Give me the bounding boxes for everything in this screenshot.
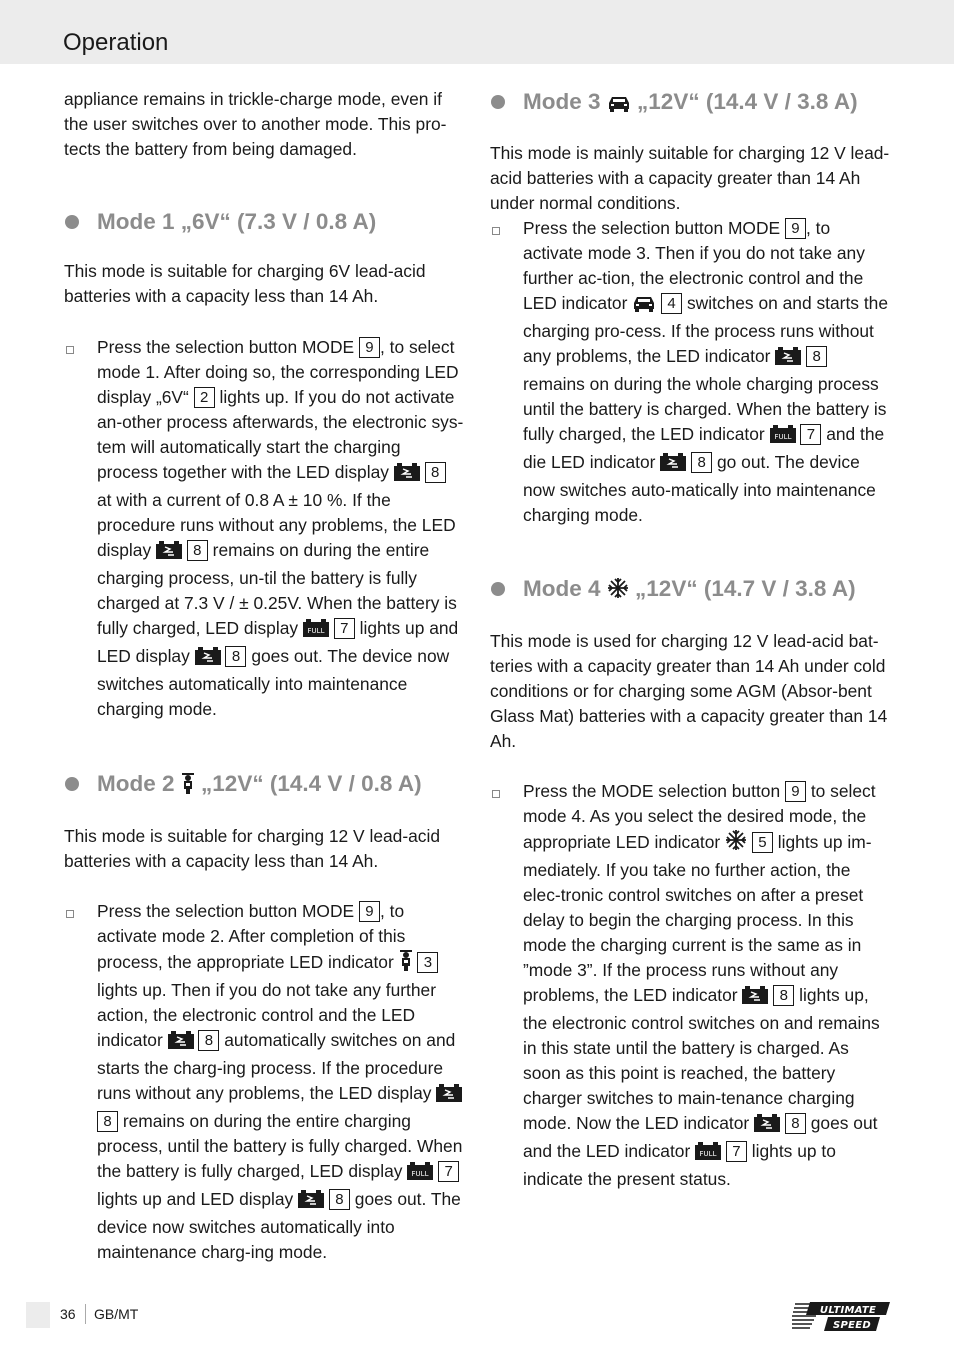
ref-8: 8 — [425, 462, 446, 483]
ref-8: 8 — [691, 452, 712, 473]
mode4-instructions: Press the MODE selection button 9 to select mode 4. As you select the desired mode, the appropriate LED indicator 5 lights up im-mediately. If you take no further action, the elec-tronic control switches on after a preset delay to begin the charging process. In this mode the charging current is the same as in ”mode 3”. If the process runs without any problems, the LED indicator 8 lights up, the electronic control switches on and remains in this state until the battery is charged. As soon as this point is reached, the battery charger switches to main-tenance charging mode. Now the LED indicator 8 goes out and the LED indicator FULL 7 lights up to indicate the present status. — [490, 779, 890, 1192]
battery-charging-icon — [742, 986, 768, 1011]
bullet-dot-icon — [491, 582, 505, 596]
ref-2: 2 — [194, 387, 215, 408]
motorbike-icon — [399, 949, 413, 978]
ref-8: 8 — [198, 1030, 219, 1051]
car-icon — [607, 90, 631, 120]
page-title: Operation — [63, 29, 169, 56]
list-square-icon — [492, 227, 500, 235]
ref-8: 8 — [97, 1111, 118, 1132]
ref-7: 7 — [438, 1161, 459, 1182]
mode4-description: This mode is used for charging 12 V lead-acid bat-teries with a capacity greater than 14 Ah under cold conditions or for charging some AGM (Absor-bent Glass Mat) batteries with a capacity greater than 14 Ah. — [490, 631, 888, 751]
battery-full-icon — [770, 425, 796, 450]
battery-charging-icon — [775, 347, 801, 372]
battery-charging-icon — [394, 463, 420, 488]
ref-8: 8 — [806, 346, 827, 367]
battery-charging-icon — [298, 1190, 324, 1215]
ref-8: 8 — [187, 540, 208, 561]
ref-3: 3 — [417, 952, 438, 973]
page-number: 36 — [60, 1306, 76, 1322]
svg-text:SPEED: SPEED — [833, 1320, 871, 1331]
ref-4: 4 — [661, 293, 682, 314]
ref-9: 9 — [785, 781, 806, 802]
intro-paragraph: appliance remains in trickle-charge mode, even if the user switches over to another mode. This pro-tects the battery from being damaged. — [64, 89, 447, 159]
ref-8: 8 — [773, 985, 794, 1006]
snowflake-icon — [725, 829, 747, 858]
svg-text:ULTIMATE: ULTIMATE — [819, 1305, 877, 1316]
svg-text:FULL: FULL — [307, 627, 325, 635]
left-column — [64, 87, 464, 1265]
ref-9: 9 — [359, 337, 380, 358]
ref-8: 8 — [225, 646, 246, 667]
mode1-description: This mode is suitable for charging 6V lead-acid batteries with a capacity less than 14 Ah. — [64, 261, 426, 306]
ref-7: 7 — [726, 1141, 747, 1162]
battery-full-icon — [303, 619, 329, 644]
battery-charging-icon — [168, 1031, 194, 1056]
list-square-icon — [66, 910, 74, 918]
mode1-instructions: Press the selection button MODE 9 , to select mode 1. After doing so, the corresponding LED display „6V“ 2 lights up. If you do not activate an-other process afterwards, the electronic sys-tem will automatically start the charging process together with the LED display 8 at with a current of 0.8 A ± 10 %. If the procedure runs without any problems, the LED display 8 remains on during the entire charging process, un-til the battery is fully charged at 7.3 V / ± 0.25V. When the battery is fully charged, LED display FULL 7 lights up and LED display 8 goes out. The device now switches automatically into maintenance charging mode. — [64, 335, 464, 722]
mode4-heading: Mode 4 „12V“ (14.7 V / 3.8 A) — [490, 574, 890, 607]
right-column — [490, 87, 890, 1192]
battery-full-icon — [407, 1162, 433, 1187]
motorbike-icon — [181, 772, 195, 802]
ultimate-speed-logo — [792, 1300, 892, 1339]
ref-5: 5 — [752, 832, 773, 853]
ref-7: 7 — [800, 424, 821, 445]
mode1-heading: Mode 1 „6V“ (7.3 V / 0.8 A) — [64, 207, 464, 237]
ref-9: 9 — [359, 901, 380, 922]
bullet-dot-icon — [491, 95, 505, 109]
ref-9: 9 — [785, 218, 806, 239]
mode2-instructions: Press the selection button MODE 9 , to activate mode 2. After completion of this process, the appropriate LED indicator 3 lights up. Then if you do not take any further action, the electronic control and the LED indicator 8 automatically switches on and starts the charg-ing process. If the procedure runs without any problems, the LED display 8 remains on during the entire charging process, until the battery is fully charged. When the battery is fully charged, LED display FULL 7 lights up and LED display 8 goes out. The device now switches automatically into maintenance charg-ing mode. — [64, 899, 464, 1265]
bullet-dot-icon — [65, 215, 79, 229]
footer-divider — [85, 1304, 86, 1324]
battery-charging-icon — [436, 1084, 462, 1109]
ref-7: 7 — [334, 618, 355, 639]
car-icon — [632, 294, 656, 319]
mode2-description: This mode is suitable for charging 12 V lead-acid batteries with a capacity less than 14 Ah. — [64, 826, 441, 871]
snowflake-icon — [607, 577, 629, 607]
list-square-icon — [492, 790, 500, 798]
battery-charging-icon — [195, 647, 221, 672]
bullet-dot-icon — [65, 777, 79, 791]
page-header — [0, 0, 954, 64]
list-square-icon — [66, 346, 74, 354]
mode2-heading: Mode 2 „12V“ (14.4 V / 0.8 A) — [64, 769, 464, 802]
mode3-description: This mode is mainly suitable for charging 12 V lead-acid batteries with a capacity greater than 14 Ah under normal conditions. — [490, 143, 890, 213]
ref-8: 8 — [785, 1113, 806, 1134]
svg-text:FULL: FULL — [699, 1150, 717, 1158]
battery-charging-icon — [156, 541, 182, 566]
battery-charging-icon — [754, 1114, 780, 1139]
mode3-instructions: Press the selection button MODE 9 , to activate mode 3. Then if you do not take any further ac-tion, the electronic control and the LED indicator 4 switches on and starts the charging pro-cess. If the process runs without any problems, the LED indicator 8 remains on during the whole charging process until the battery is charged. When the battery is fully charged, the LED indicator FULL 7 and the die LED indicator 8 go out. The device now switches auto-matically into maintenance charging mode. — [490, 216, 890, 528]
mode3-heading: Mode 3 „12V“ (14.4 V / 3.8 A) — [490, 87, 890, 120]
battery-charging-icon — [660, 453, 686, 478]
language-code: GB/MT — [94, 1306, 139, 1322]
svg-text:FULL: FULL — [411, 1170, 429, 1178]
footer-marker — [26, 1302, 50, 1328]
svg-text:FULL: FULL — [774, 433, 791, 441]
ref-8: 8 — [329, 1189, 350, 1210]
battery-full-icon — [695, 1142, 721, 1167]
